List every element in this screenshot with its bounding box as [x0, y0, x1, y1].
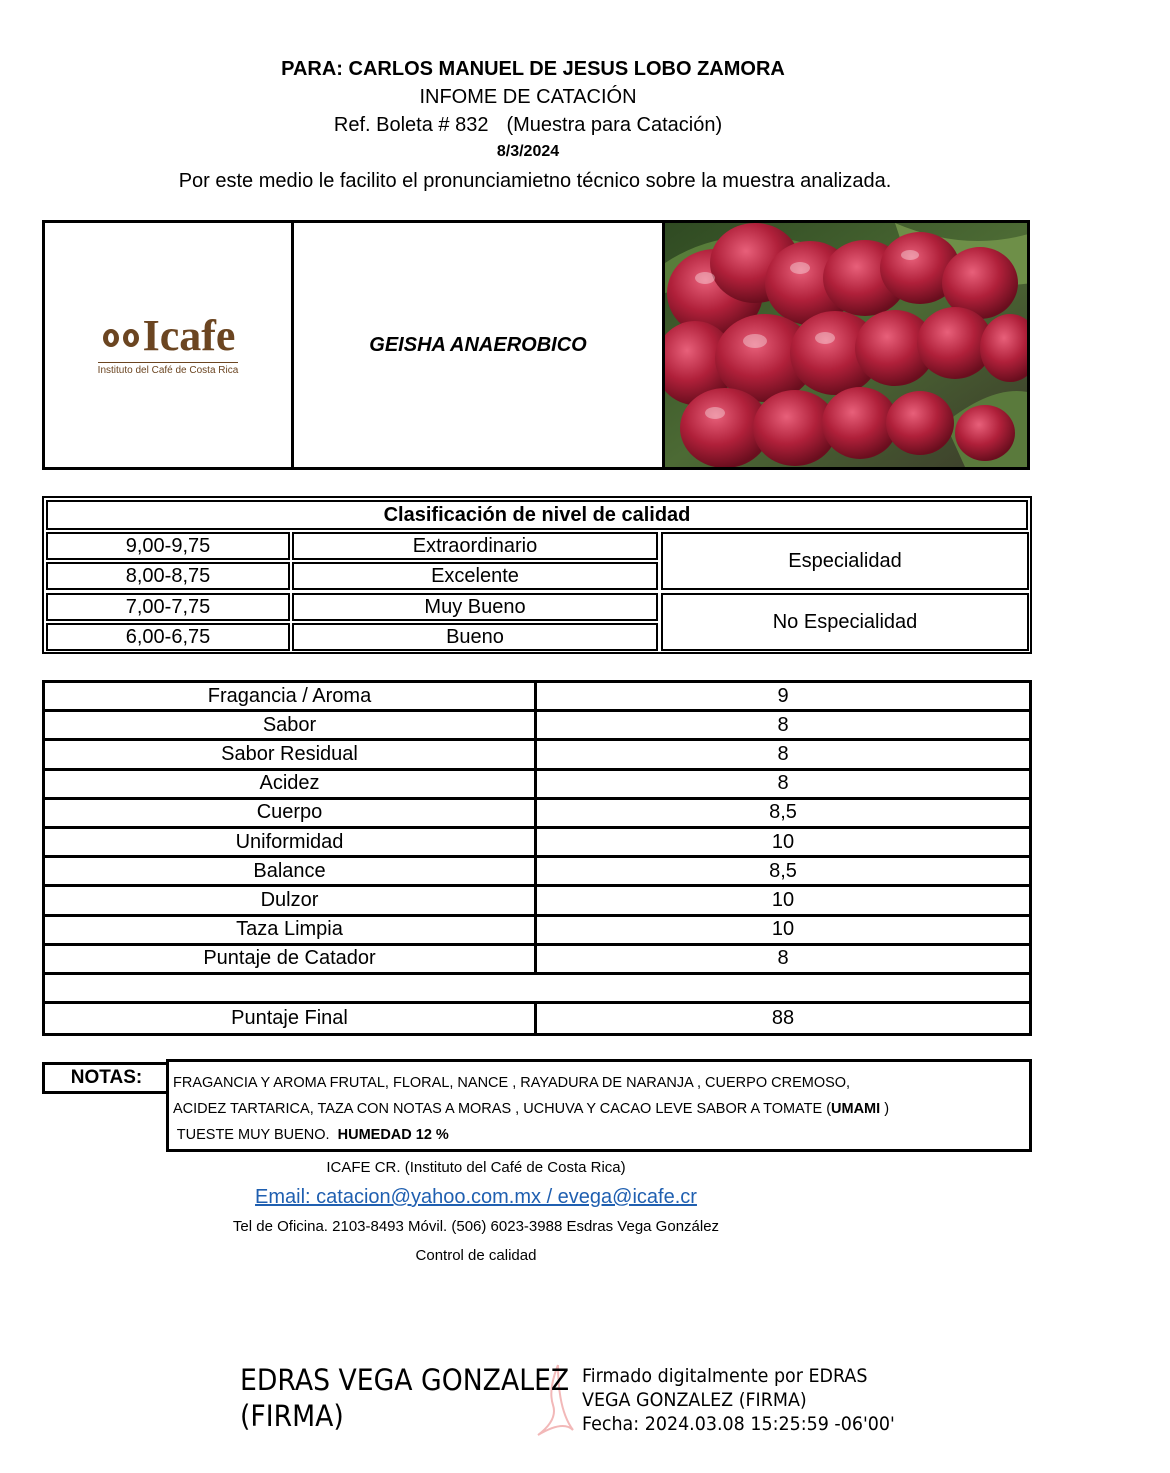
notes-line: FRAGANCIA Y AROMA FRUTAL, FLORAL, NANCE , RAYADURA DE NARANJA , CUERPO CREMOSO,	[173, 1075, 851, 1091]
icafe-logo	[68, 311, 268, 376]
institute-name: ICAFE CR. (Instituto del Café de Costa Rica)	[326, 1159, 626, 1176]
sample-banner	[42, 220, 1030, 470]
range-cell: 6,00-6,75	[46, 623, 290, 651]
notes-box	[166, 1059, 1032, 1152]
attribute-label: Sabor Residual	[45, 741, 537, 767]
attribute-score: 9	[777, 684, 789, 707]
level-cell: Bueno	[292, 623, 658, 651]
contact-phones: Tel de Oficina. 2103-8493 Móvil. (506) 6023-3988 Esdras Vega González	[232, 1218, 720, 1235]
score-row	[45, 741, 1029, 770]
logo-subtitle: Instituto del Café de Costa Rica	[98, 362, 239, 376]
level-cell: Extraordinario	[292, 532, 658, 560]
attribute-score: 10	[771, 830, 795, 853]
attribute-score: 8	[777, 713, 789, 736]
attribute-score: 10	[771, 888, 795, 911]
attribute-label: Cuerpo	[45, 800, 537, 826]
range-cell: 8,00-8,75	[46, 562, 290, 590]
attribute-score: 10	[771, 918, 795, 941]
logo-cell	[45, 223, 294, 467]
level-cell: Excelente	[292, 562, 658, 590]
attribute-label: Taza Limpia	[45, 917, 537, 943]
reference-line	[0, 114, 1113, 137]
notes-label: NOTAS:	[42, 1062, 168, 1094]
final-score-value: 88	[771, 1007, 795, 1030]
signer-name: EDRAS VEGA GONZALEZ (FIRMA)	[240, 1363, 570, 1433]
attribute-label: Uniformidad	[45, 829, 537, 855]
logo-wordmark: Icafe	[101, 314, 236, 358]
final-score-label: Puntaje Final	[45, 1004, 537, 1033]
score-row	[45, 887, 1029, 916]
score-row	[45, 800, 1029, 829]
coffee-cherries-photo	[665, 223, 1027, 467]
score-row	[45, 829, 1029, 858]
sample-type: (Muestra para Catación)	[506, 114, 723, 136]
recipient-line: PARA: CARLOS MANUEL DE JESUS LOBO ZAMORA	[281, 58, 785, 80]
coffee-beans-icon	[101, 324, 143, 348]
attribute-label: Puntaje de Catador	[45, 946, 537, 972]
attribute-score: 8,5	[769, 859, 797, 882]
score-row	[45, 683, 1029, 712]
role-title: Control de calidad	[415, 1247, 537, 1264]
attribute-score: 8	[777, 772, 789, 795]
score-row	[45, 712, 1029, 741]
notes-line: ACIDEZ TARTARICA, TAZA CON NOTAS A MORAS , UCHUVA Y CACAO LEVE SABOR A TOMATE (UMAMI )	[173, 1101, 890, 1117]
score-row	[45, 858, 1029, 887]
score-row	[45, 771, 1029, 800]
attribute-label: Fragancia / Aroma	[45, 683, 537, 709]
attribute-score: 8,5	[769, 801, 797, 824]
report-date: 8/3/2024	[496, 143, 560, 160]
attribute-score: 8	[777, 742, 789, 765]
attribute-label: Balance	[45, 858, 537, 884]
spacer-row	[45, 975, 1029, 1004]
email-link[interactable]: Email: catacion@yahoo.com.mx / evega@icafe.cr	[255, 1186, 697, 1208]
quality-classification-table	[42, 496, 1032, 654]
level-cell: Muy Bueno	[292, 593, 658, 621]
final-score-row	[45, 1004, 1029, 1033]
coffee-name: GEISHA ANAEROBICO	[294, 223, 665, 467]
ref-number: Ref. Boleta # 832	[333, 114, 489, 136]
score-row	[45, 946, 1029, 975]
report-title: INFOME DE CATACIÓN	[419, 86, 637, 108]
score-row	[45, 917, 1029, 946]
cupping-scores-table	[42, 680, 1032, 1036]
digital-signature-details: Firmado digitalmente por EDRAS VEGA GONZALEZ (FIRMA) Fecha: 2024.03.08 15:25:59 -06'00'	[582, 1365, 895, 1435]
attribute-label: Sabor	[45, 712, 537, 738]
attribute-score: 8	[777, 947, 789, 970]
intro-text: Por este medio le facilito el pronunciamietno técnico sobre la muestra analizada.	[178, 170, 892, 192]
range-cell: 7,00-7,75	[46, 593, 290, 621]
notes-line: TUESTE MUY BUENO. HUMEDAD 12 %	[173, 1127, 449, 1143]
quality-table-title: Clasificación de nivel de calidad	[46, 500, 1028, 530]
non-specialty-group: No Especialidad	[661, 593, 1029, 651]
attribute-label: Dulzor	[45, 887, 537, 913]
attribute-label: Acidez	[45, 771, 537, 797]
range-cell: 9,00-9,75	[46, 532, 290, 560]
specialty-group: Especialidad	[661, 532, 1029, 590]
